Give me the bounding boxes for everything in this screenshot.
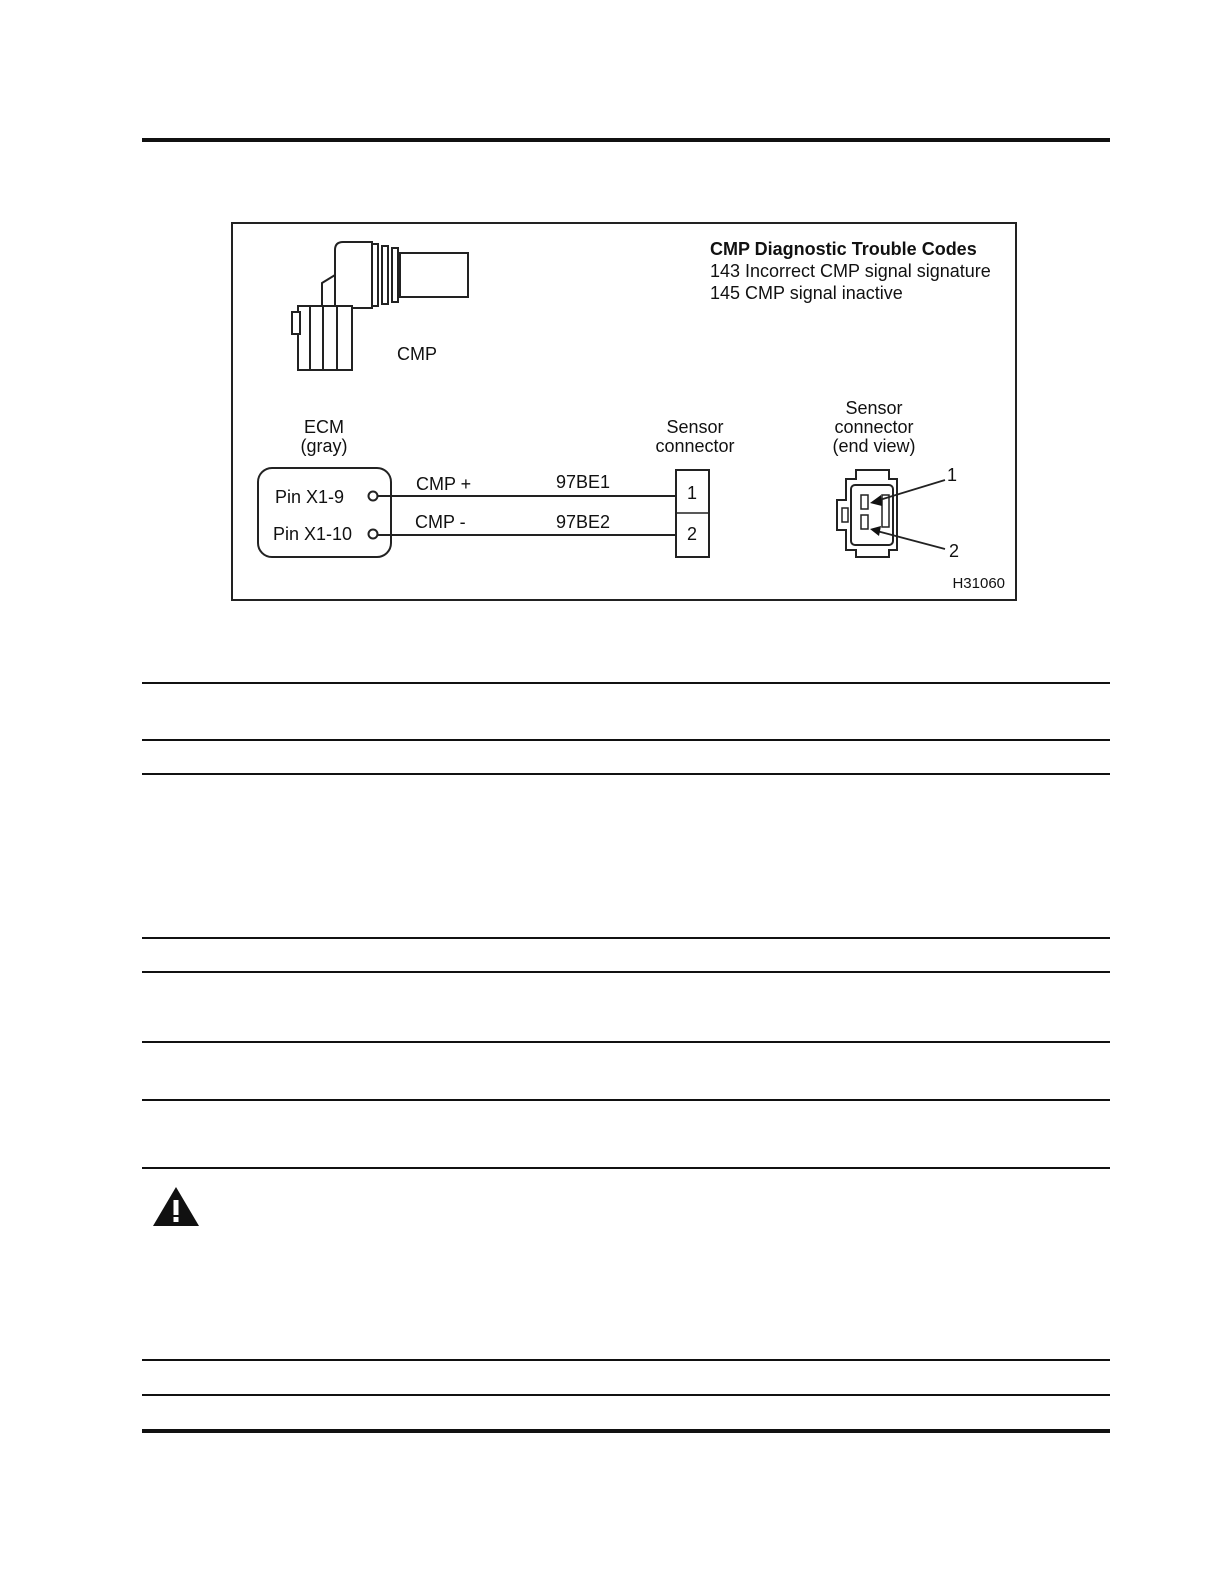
end-view-label: Sensor <box>845 398 903 418</box>
figure-id: H31060 <box>952 575 1005 592</box>
cmp-label: CMP <box>397 344 437 364</box>
wire-name-cmp-plus: CMP + <box>416 474 472 494</box>
sensor-connector-label: connector <box>655 436 735 456</box>
sensor-connector-label: Sensor <box>666 417 724 437</box>
connector-end-view-icon <box>837 470 897 557</box>
end-view-callout-2: 2 <box>948 541 960 561</box>
end-view-label: (end view) <box>832 436 916 456</box>
wire-name-cmp-minus: CMP - <box>415 512 466 532</box>
end-view-callout-1: 1 <box>946 465 958 485</box>
ecm-sublabel: (gray) <box>300 436 348 456</box>
dtc-code-143: 143 Incorrect CMP signal signature <box>710 261 991 281</box>
dtc-code-145: 145 CMP signal inactive <box>710 283 903 303</box>
ecm-pin-x1-9: Pin X1-9 <box>275 487 345 507</box>
end-view-label: connector <box>834 417 914 437</box>
ecm-pin-x1-10: Pin X1-10 <box>273 524 353 544</box>
connector-pin-1: 1 <box>686 483 698 503</box>
cmp-sensor-icon <box>292 242 468 370</box>
pin-terminal <box>369 530 378 539</box>
wire-id-97be1: 97BE1 <box>556 472 611 492</box>
connector-pin-2: 2 <box>686 524 698 544</box>
wire-id-97be2: 97BE2 <box>556 512 611 532</box>
dtc-title: CMP Diagnostic Trouble Codes <box>710 239 977 259</box>
ecm-label: ECM <box>304 417 344 437</box>
pin-terminal <box>369 492 378 501</box>
